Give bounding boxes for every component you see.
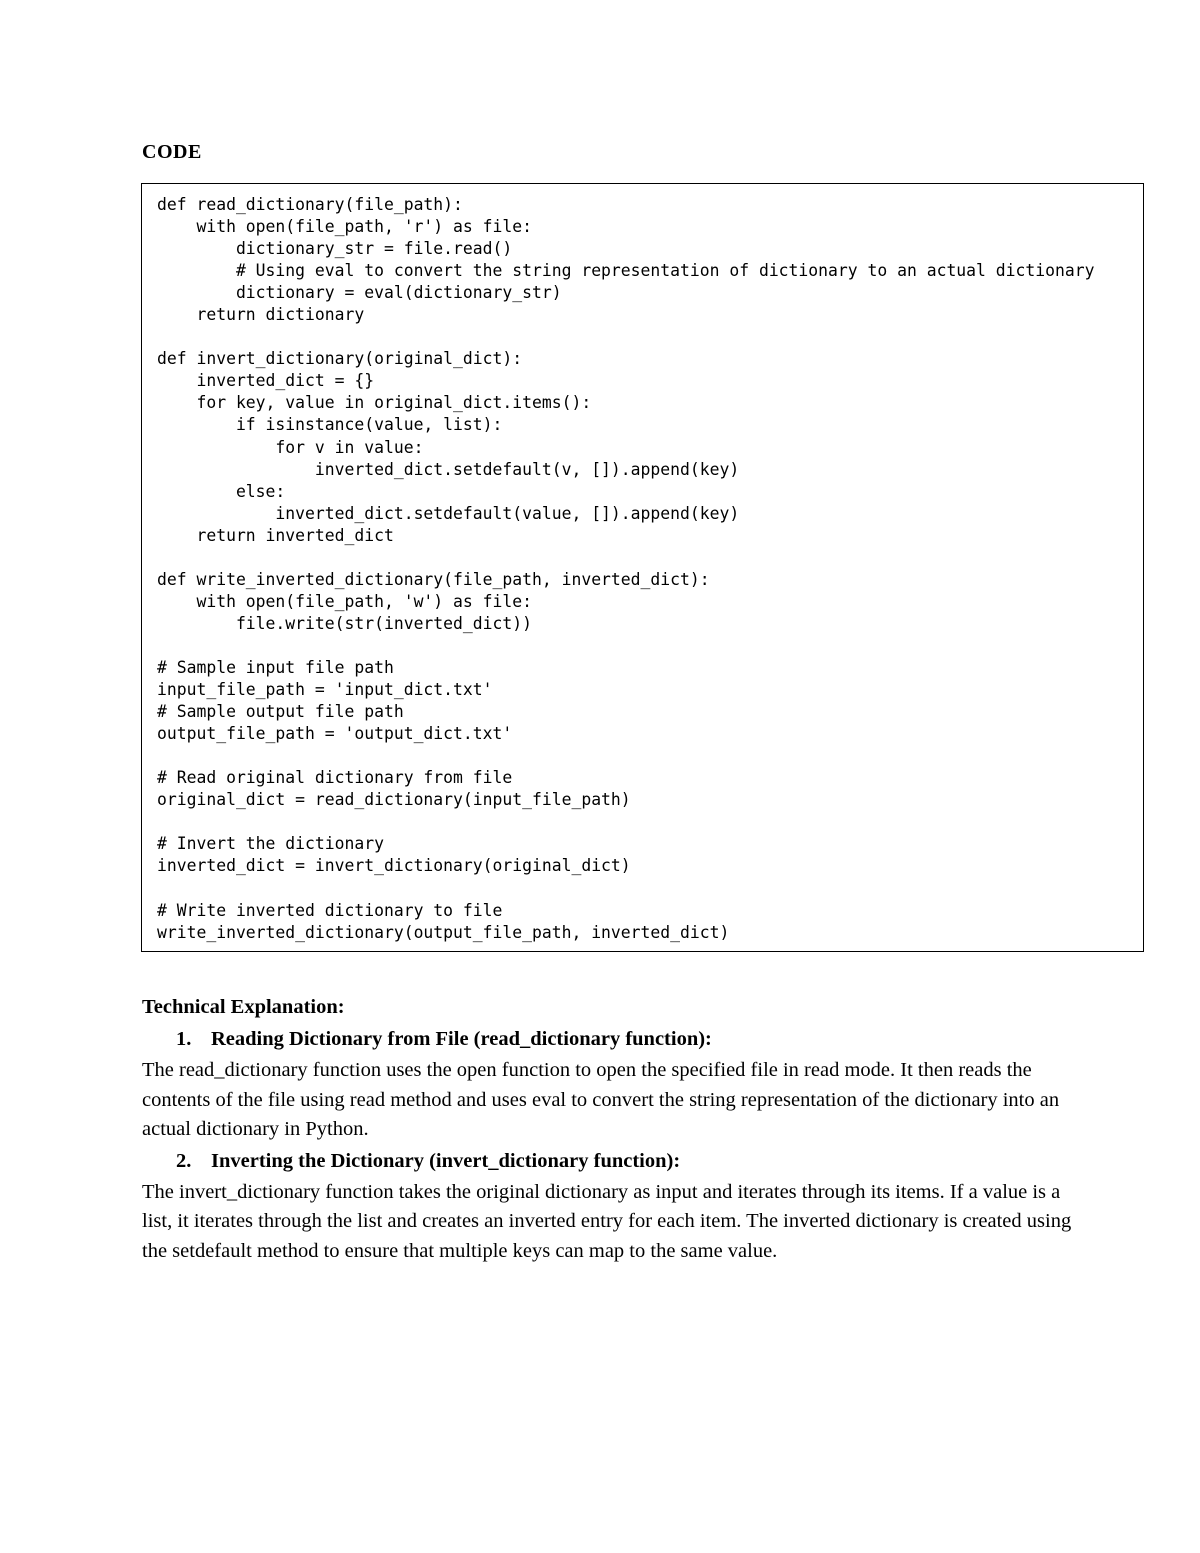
code-line: dictionary = eval(dictionary_str) — [157, 283, 562, 303]
code-line: # Sample output file path — [157, 702, 404, 722]
section-number: 1. — [176, 1028, 192, 1051]
code-line: return inverted_dict — [157, 525, 394, 545]
code-heading: CODE — [142, 141, 202, 163]
code-line — [157, 745, 1143, 767]
code-line: with open(file_path, 'w') as file: — [157, 591, 532, 611]
code-line: dictionary_str = file.read() — [157, 239, 513, 259]
code-line: output_file_path = 'output_dict.txt' — [157, 724, 513, 744]
section-number: 2. — [176, 1150, 192, 1173]
code-line: def write_inverted_dictionary(file_path, inverted_dict): — [157, 569, 710, 589]
code-line: if isinstance(value, list): — [157, 415, 503, 435]
code-line: # Write inverted dictionary to file — [157, 900, 503, 920]
section-heading-text: Reading Dictionary from File (read_dictionary function): — [211, 1028, 712, 1051]
code-lines — [157, 194, 1143, 944]
code-line: input_file_path = 'input_dict.txt' — [157, 680, 493, 700]
code-line: for key, value in original_dict.items(): — [157, 393, 592, 413]
code-line: file.write(str(inverted_dict)) — [157, 613, 532, 633]
section-heading-2 — [142, 1147, 1072, 1176]
code-line — [157, 547, 1143, 569]
code-line: else: — [157, 481, 286, 501]
code-line: def read_dictionary(file_path): — [157, 195, 463, 214]
code-line: inverted_dict = invert_dictionary(original_dict) — [157, 856, 631, 876]
code-line: # Invert the dictionary — [157, 834, 384, 854]
section-body-1: The read_dictionary function uses the open function to open the specified file in read mode. It then reads the contents of the file using read method and uses eval to convert the string representation of the dictionary into an actual dictionary in Python. — [142, 1059, 1060, 1140]
code-line — [157, 811, 1143, 833]
code-line — [157, 326, 1143, 348]
code-block — [141, 183, 1144, 952]
code-line: # Read original dictionary from file — [157, 768, 513, 788]
code-line: # Using eval to convert the string representation of dictionary to an actual dictionary — [157, 261, 1095, 281]
code-line: inverted_dict = {} — [157, 371, 375, 391]
code-line: # Sample input file path — [157, 657, 394, 677]
section-heading-1 — [142, 1025, 1072, 1054]
code-line: with open(file_path, 'r') as file: — [157, 217, 532, 237]
code-line: return dictionary — [157, 305, 365, 325]
code-line: original_dict = read_dictionary(input_file_path) — [157, 790, 631, 810]
code-line: inverted_dict.setdefault(v, []).append(key) — [157, 459, 740, 479]
section-heading-text: Inverting the Dictionary (invert_dictionary function): — [211, 1150, 681, 1173]
code-line: write_inverted_dictionary(output_file_path, inverted_dict) — [157, 922, 730, 942]
section-body-2: The invert_dictionary function takes the original dictionary as input and iterates through its items. If a value is a list, it iterates through the list and creates an inverted entry for each item. The inverted dictionary is created using the setdefault method to ensure that multiple keys can map to the same value. — [142, 1181, 1072, 1262]
explanation-title: Technical Explanation: — [142, 996, 345, 1018]
code-line: for v in value: — [157, 437, 424, 457]
technical-explanation — [142, 993, 1072, 1269]
code-line: def invert_dictionary(original_dict): — [157, 349, 523, 369]
code-line: inverted_dict.setdefault(value, []).append(key) — [157, 503, 740, 523]
code-line — [157, 635, 1143, 657]
code-line — [157, 877, 1143, 899]
